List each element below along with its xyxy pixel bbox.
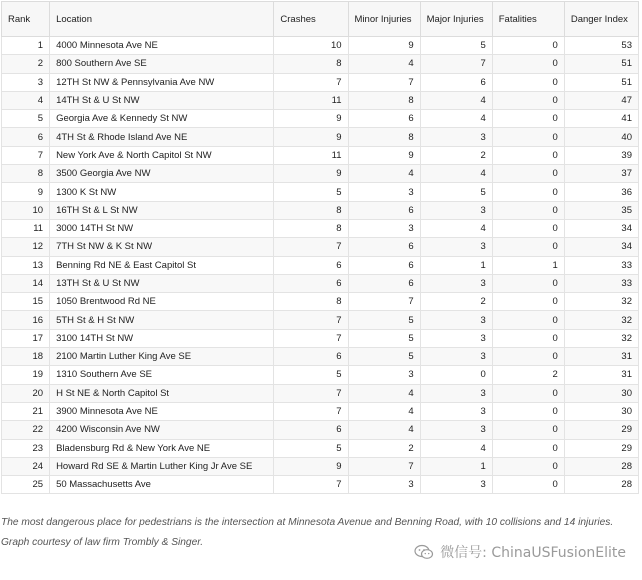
cell-major-injuries: 5 xyxy=(420,37,492,55)
cell-major-injuries: 3 xyxy=(420,348,492,366)
cell-minor-injuries: 3 xyxy=(348,366,420,384)
cell-rank: 19 xyxy=(2,366,50,384)
cell-crashes: 8 xyxy=(274,201,348,219)
cell-minor-injuries: 2 xyxy=(348,439,420,457)
table-row xyxy=(2,146,639,164)
cell-rank: 25 xyxy=(2,476,50,494)
watermark xyxy=(414,542,626,562)
cell-location: 50 Massachusetts Ave xyxy=(50,476,274,494)
cell-fatalities: 0 xyxy=(492,384,564,402)
table-row xyxy=(2,128,639,146)
cell-location: Georgia Ave & Kennedy St NW xyxy=(50,110,274,128)
cell-minor-injuries: 8 xyxy=(348,91,420,109)
table-row xyxy=(2,256,639,274)
cell-major-injuries: 3 xyxy=(420,238,492,256)
table-header-row xyxy=(2,2,639,37)
table-row xyxy=(2,329,639,347)
cell-danger-index: 53 xyxy=(564,37,638,55)
cell-danger-index: 51 xyxy=(564,73,638,91)
cell-fatalities: 0 xyxy=(492,274,564,292)
danger-table-container xyxy=(1,1,639,494)
cell-minor-injuries: 5 xyxy=(348,311,420,329)
cell-location: 1300 K St NW xyxy=(50,183,274,201)
header-crashes: Crashes xyxy=(274,2,348,37)
cell-fatalities: 0 xyxy=(492,329,564,347)
cell-minor-injuries: 6 xyxy=(348,256,420,274)
cell-major-injuries: 3 xyxy=(420,274,492,292)
cell-danger-index: 32 xyxy=(564,311,638,329)
cell-fatalities: 0 xyxy=(492,219,564,237)
header-location: Location xyxy=(50,2,274,37)
table-row xyxy=(2,165,639,183)
cell-location: 3000 14TH St NW xyxy=(50,219,274,237)
cell-rank: 21 xyxy=(2,402,50,420)
cell-minor-injuries: 9 xyxy=(348,37,420,55)
cell-location: 1050 Brentwood Rd NE xyxy=(50,293,274,311)
cell-danger-index: 30 xyxy=(564,402,638,420)
cell-minor-injuries: 7 xyxy=(348,73,420,91)
cell-location: 800 Southern Ave SE xyxy=(50,55,274,73)
cell-rank: 12 xyxy=(2,238,50,256)
cell-rank: 2 xyxy=(2,55,50,73)
cell-minor-injuries: 6 xyxy=(348,110,420,128)
cell-fatalities: 0 xyxy=(492,311,564,329)
cell-major-injuries: 1 xyxy=(420,457,492,475)
cell-danger-index: 34 xyxy=(564,219,638,237)
cell-rank: 5 xyxy=(2,110,50,128)
cell-fatalities: 0 xyxy=(492,146,564,164)
cell-danger-index: 35 xyxy=(564,201,638,219)
table-body xyxy=(2,37,639,494)
cell-location: Bladensburg Rd & New York Ave NE xyxy=(50,439,274,457)
cell-danger-index: 32 xyxy=(564,293,638,311)
cell-minor-injuries: 5 xyxy=(348,348,420,366)
cell-fatalities: 0 xyxy=(492,128,564,146)
cell-major-injuries: 4 xyxy=(420,439,492,457)
cell-minor-injuries: 6 xyxy=(348,238,420,256)
cell-rank: 20 xyxy=(2,384,50,402)
cell-fatalities: 0 xyxy=(492,348,564,366)
cell-danger-index: 28 xyxy=(564,457,638,475)
wechat-icon xyxy=(414,544,434,560)
cell-danger-index: 47 xyxy=(564,91,638,109)
cell-crashes: 11 xyxy=(274,146,348,164)
cell-fatalities: 0 xyxy=(492,421,564,439)
cell-major-injuries: 3 xyxy=(420,311,492,329)
cell-rank: 18 xyxy=(2,348,50,366)
table-row xyxy=(2,348,639,366)
cell-crashes: 6 xyxy=(274,256,348,274)
cell-danger-index: 34 xyxy=(564,238,638,256)
cell-minor-injuries: 7 xyxy=(348,457,420,475)
cell-minor-injuries: 4 xyxy=(348,55,420,73)
cell-location: 1310 Southern Ave SE xyxy=(50,366,274,384)
cell-major-injuries: 3 xyxy=(420,329,492,347)
table-caption: The most dangerous place for pedestrians is the intersection at Minnesota Avenue and Benning Road, with 10 collisions and 14 injuries. Graph courtesy of law firm Trombly & Singer. xyxy=(1,517,614,548)
cell-location: 2100 Martin Luther King Ave SE xyxy=(50,348,274,366)
cell-fatalities: 0 xyxy=(492,91,564,109)
cell-crashes: 7 xyxy=(274,329,348,347)
header-rank: Rank xyxy=(2,2,50,37)
cell-crashes: 6 xyxy=(274,274,348,292)
cell-crashes: 7 xyxy=(274,73,348,91)
cell-minor-injuries: 8 xyxy=(348,128,420,146)
cell-crashes: 6 xyxy=(274,348,348,366)
cell-location: 4000 Minnesota Ave NE xyxy=(50,37,274,55)
cell-fatalities: 0 xyxy=(492,476,564,494)
cell-location: 4200 Wisconsin Ave NW xyxy=(50,421,274,439)
cell-rank: 23 xyxy=(2,439,50,457)
cell-danger-index: 36 xyxy=(564,183,638,201)
cell-danger-index: 32 xyxy=(564,329,638,347)
cell-minor-injuries: 7 xyxy=(348,293,420,311)
cell-rank: 3 xyxy=(2,73,50,91)
cell-major-injuries: 4 xyxy=(420,110,492,128)
table-row xyxy=(2,91,639,109)
cell-location: 3900 Minnesota Ave NE xyxy=(50,402,274,420)
cell-danger-index: 29 xyxy=(564,421,638,439)
pedestrian-danger-table xyxy=(1,1,639,494)
cell-fatalities: 1 xyxy=(492,256,564,274)
table-row xyxy=(2,55,639,73)
cell-danger-index: 28 xyxy=(564,476,638,494)
cell-minor-injuries: 3 xyxy=(348,183,420,201)
table-row xyxy=(2,110,639,128)
cell-rank: 1 xyxy=(2,37,50,55)
cell-crashes: 7 xyxy=(274,476,348,494)
cell-danger-index: 33 xyxy=(564,274,638,292)
cell-crashes: 7 xyxy=(274,384,348,402)
header-major-injuries: Major Injuries xyxy=(420,2,492,37)
cell-location: Howard Rd SE & Martin Luther King Jr Ave SE xyxy=(50,457,274,475)
cell-rank: 16 xyxy=(2,311,50,329)
table-row xyxy=(2,457,639,475)
cell-danger-index: 30 xyxy=(564,384,638,402)
cell-crashes: 9 xyxy=(274,110,348,128)
cell-major-injuries: 4 xyxy=(420,219,492,237)
cell-rank: 17 xyxy=(2,329,50,347)
cell-major-injuries: 4 xyxy=(420,165,492,183)
cell-rank: 6 xyxy=(2,128,50,146)
cell-fatalities: 0 xyxy=(492,183,564,201)
cell-major-injuries: 3 xyxy=(420,201,492,219)
cell-minor-injuries: 6 xyxy=(348,201,420,219)
cell-location: 3500 Georgia Ave NW xyxy=(50,165,274,183)
cell-danger-index: 37 xyxy=(564,165,638,183)
table-row xyxy=(2,476,639,494)
cell-crashes: 9 xyxy=(274,128,348,146)
table-row xyxy=(2,311,639,329)
cell-crashes: 9 xyxy=(274,165,348,183)
cell-location: Benning Rd NE & East Capitol St xyxy=(50,256,274,274)
cell-danger-index: 41 xyxy=(564,110,638,128)
cell-crashes: 5 xyxy=(274,439,348,457)
cell-fatalities: 0 xyxy=(492,73,564,91)
cell-location: 14TH St & U St NW xyxy=(50,91,274,109)
header-fatalities: Fatalities xyxy=(492,2,564,37)
cell-fatalities: 0 xyxy=(492,457,564,475)
cell-location: H St NE & North Capitol St xyxy=(50,384,274,402)
cell-crashes: 11 xyxy=(274,91,348,109)
cell-fatalities: 0 xyxy=(492,165,564,183)
cell-crashes: 10 xyxy=(274,37,348,55)
table-row xyxy=(2,402,639,420)
cell-rank: 22 xyxy=(2,421,50,439)
cell-major-injuries: 4 xyxy=(420,91,492,109)
cell-minor-injuries: 5 xyxy=(348,329,420,347)
cell-major-injuries: 0 xyxy=(420,366,492,384)
watermark-text: 微信号: ChinaUSFusionElite xyxy=(440,545,626,561)
cell-location: 12TH St NW & Pennsylvania Ave NW xyxy=(50,73,274,91)
table-row xyxy=(2,439,639,457)
cell-major-injuries: 2 xyxy=(420,146,492,164)
header-danger-index: Danger Index xyxy=(564,2,638,37)
cell-danger-index: 51 xyxy=(564,55,638,73)
cell-crashes: 7 xyxy=(274,311,348,329)
cell-rank: 9 xyxy=(2,183,50,201)
cell-location: 4TH St & Rhode Island Ave NE xyxy=(50,128,274,146)
table-row xyxy=(2,183,639,201)
cell-minor-injuries: 4 xyxy=(348,384,420,402)
cell-crashes: 5 xyxy=(274,183,348,201)
cell-rank: 24 xyxy=(2,457,50,475)
cell-rank: 15 xyxy=(2,293,50,311)
cell-crashes: 7 xyxy=(274,238,348,256)
cell-danger-index: 39 xyxy=(564,146,638,164)
table-row xyxy=(2,219,639,237)
table-row xyxy=(2,73,639,91)
cell-major-injuries: 3 xyxy=(420,421,492,439)
cell-crashes: 8 xyxy=(274,293,348,311)
cell-fatalities: 0 xyxy=(492,439,564,457)
cell-minor-injuries: 6 xyxy=(348,274,420,292)
cell-danger-index: 29 xyxy=(564,439,638,457)
cell-danger-index: 31 xyxy=(564,366,638,384)
cell-location: New York Ave & North Capitol St NW xyxy=(50,146,274,164)
table-row xyxy=(2,274,639,292)
cell-rank: 4 xyxy=(2,91,50,109)
cell-major-injuries: 3 xyxy=(420,402,492,420)
cell-rank: 11 xyxy=(2,219,50,237)
cell-fatalities: 0 xyxy=(492,402,564,420)
cell-crashes: 7 xyxy=(274,402,348,420)
cell-location: 16TH St & L St NW xyxy=(50,201,274,219)
cell-major-injuries: 3 xyxy=(420,476,492,494)
header-minor-injuries: Minor Injuries xyxy=(348,2,420,37)
cell-danger-index: 31 xyxy=(564,348,638,366)
cell-minor-injuries: 9 xyxy=(348,146,420,164)
cell-minor-injuries: 3 xyxy=(348,476,420,494)
cell-rank: 13 xyxy=(2,256,50,274)
cell-location: 3100 14TH St NW xyxy=(50,329,274,347)
cell-rank: 8 xyxy=(2,165,50,183)
table-row xyxy=(2,201,639,219)
cell-crashes: 8 xyxy=(274,219,348,237)
cell-danger-index: 33 xyxy=(564,256,638,274)
cell-major-injuries: 1 xyxy=(420,256,492,274)
cell-major-injuries: 7 xyxy=(420,55,492,73)
cell-fatalities: 2 xyxy=(492,366,564,384)
cell-rank: 10 xyxy=(2,201,50,219)
cell-location: 7TH St NW & K St NW xyxy=(50,238,274,256)
cell-crashes: 6 xyxy=(274,421,348,439)
table-row xyxy=(2,366,639,384)
cell-major-injuries: 3 xyxy=(420,384,492,402)
cell-rank: 7 xyxy=(2,146,50,164)
cell-fatalities: 0 xyxy=(492,37,564,55)
cell-danger-index: 40 xyxy=(564,128,638,146)
cell-minor-injuries: 3 xyxy=(348,219,420,237)
cell-crashes: 8 xyxy=(274,55,348,73)
table-row xyxy=(2,421,639,439)
cell-major-injuries: 6 xyxy=(420,73,492,91)
cell-minor-injuries: 4 xyxy=(348,165,420,183)
cell-rank: 14 xyxy=(2,274,50,292)
cell-minor-injuries: 4 xyxy=(348,402,420,420)
cell-fatalities: 0 xyxy=(492,238,564,256)
cell-fatalities: 0 xyxy=(492,293,564,311)
table-row xyxy=(2,384,639,402)
cell-crashes: 9 xyxy=(274,457,348,475)
cell-crashes: 5 xyxy=(274,366,348,384)
cell-location: 5TH St & H St NW xyxy=(50,311,274,329)
cell-major-injuries: 2 xyxy=(420,293,492,311)
table-row xyxy=(2,238,639,256)
table-row xyxy=(2,37,639,55)
cell-fatalities: 0 xyxy=(492,55,564,73)
table-row xyxy=(2,293,639,311)
cell-minor-injuries: 4 xyxy=(348,421,420,439)
cell-fatalities: 0 xyxy=(492,110,564,128)
cell-fatalities: 0 xyxy=(492,201,564,219)
cell-major-injuries: 5 xyxy=(420,183,492,201)
cell-major-injuries: 3 xyxy=(420,128,492,146)
cell-location: 13TH St & U St NW xyxy=(50,274,274,292)
